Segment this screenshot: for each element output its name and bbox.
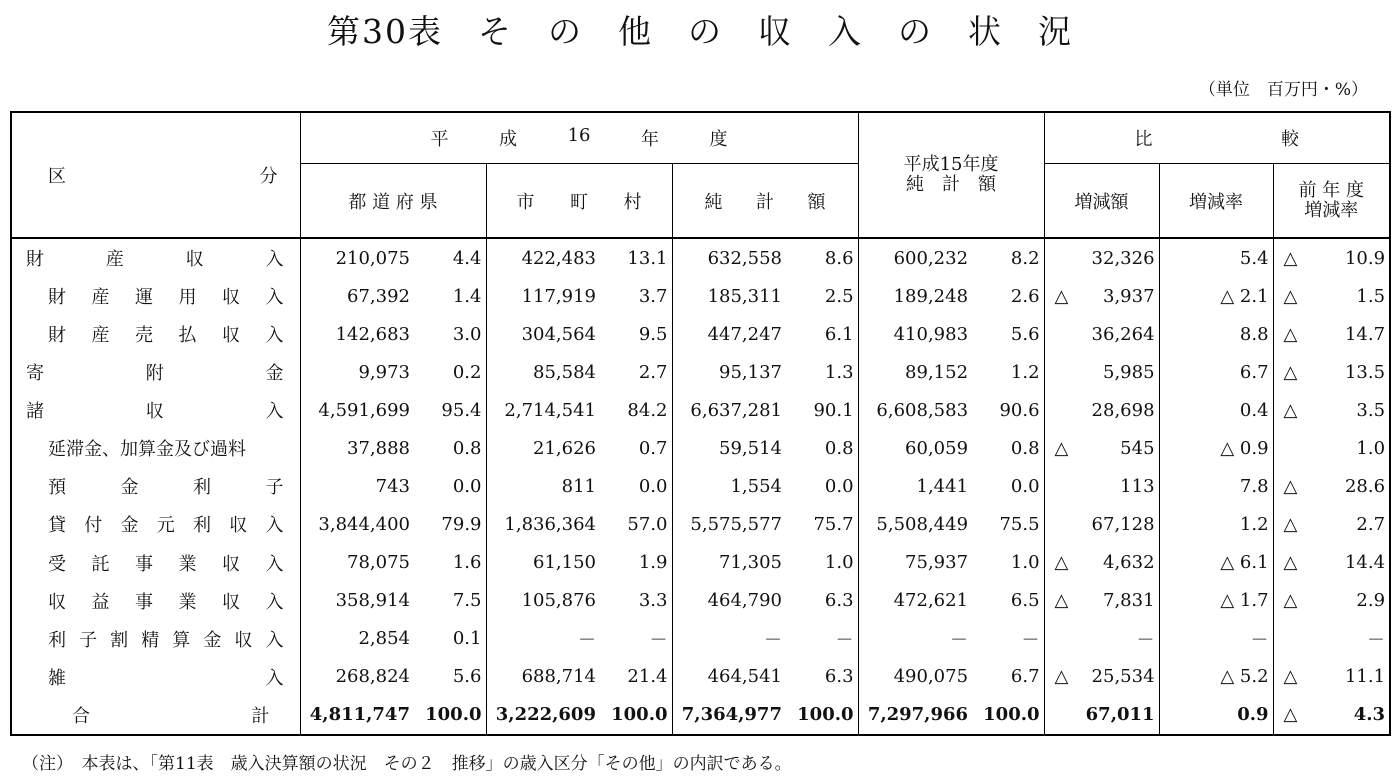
triangle-mark: △	[1054, 552, 1069, 574]
row-label	[11, 353, 300, 391]
cell-value: 1.5	[1356, 285, 1386, 307]
h15-header: 平成15年度 純 計 額	[858, 112, 1044, 238]
row-label	[11, 315, 300, 353]
row-label-char: 付	[84, 515, 103, 537]
table-row	[11, 658, 1390, 696]
row-label-char: 受	[48, 553, 66, 575]
triangle-mark: △	[1283, 513, 1298, 535]
table-cell: 75.5	[999, 513, 1040, 535]
table-cell: 464,790	[672, 582, 786, 620]
triangle-mark: △	[1283, 704, 1298, 726]
table-cell: 57.0	[627, 513, 668, 535]
row-label-char: 産	[91, 325, 110, 347]
table-cell: 210,075	[300, 238, 414, 277]
row-label	[11, 429, 300, 467]
table-cell: 2,714,541	[486, 391, 600, 429]
triangle-mark: △	[1283, 552, 1298, 574]
unit-label: （単位 百万円・%）	[1198, 80, 1368, 100]
table-cell: 4,591,699	[300, 391, 414, 429]
net-total-header: 純 計 額	[672, 164, 858, 239]
table-cell: 464,541	[672, 658, 786, 696]
row-label-char: 金	[120, 515, 139, 537]
triangle-mark: △	[1054, 666, 1069, 688]
row-label-char: 利	[193, 515, 211, 537]
table-cell: 185,311	[672, 277, 786, 315]
row-label-char: 延滞金、加算金及び過料	[48, 439, 246, 461]
row-label	[11, 505, 300, 543]
table-cell: 6,637,281	[672, 391, 786, 429]
table-cell: 2.5	[824, 285, 854, 307]
table-cell: －	[672, 620, 786, 658]
table-cell: 9,973	[300, 353, 414, 391]
table-cell	[1273, 658, 1390, 696]
cell-value: 11.1	[1344, 666, 1386, 688]
table-cell: 0.2	[452, 361, 482, 383]
change-rate-header: 増減率	[1159, 164, 1273, 239]
row-label-char: 入	[265, 287, 284, 309]
table-cell: 5.6	[1010, 323, 1040, 345]
row-label-char: 事	[135, 591, 153, 613]
cell-value: 2.7	[1356, 513, 1386, 535]
table-row	[11, 544, 1390, 582]
page-title: 第30表 そ の 他 の 収 入 の 状 況	[327, 12, 1073, 51]
triangle-mark: △	[1283, 590, 1298, 612]
change-amount-header: 増減額	[1044, 164, 1159, 239]
table-cell: 75,937	[858, 544, 972, 582]
table-cell: 7,364,977	[672, 696, 786, 735]
row-label-char: 貸	[48, 515, 66, 537]
prefecture-header: 都 道 府 県	[300, 164, 486, 239]
table-cell: 6.3	[824, 590, 854, 612]
table-cell: 78,075	[300, 544, 414, 582]
table-cell: 100.0	[983, 704, 1040, 726]
table-cell: 100.0	[425, 704, 482, 726]
table-cell	[1273, 582, 1390, 620]
row-label-char: 収	[222, 325, 240, 347]
table-row	[11, 353, 1390, 391]
row-label-char: 金	[120, 477, 139, 499]
table-cell: 0.8	[1010, 437, 1040, 459]
table-cell: 6.5	[1010, 590, 1040, 612]
row-label-char: 子	[265, 477, 284, 499]
table-cell: 37,888	[300, 429, 414, 467]
triangle-mark: △	[1283, 247, 1298, 269]
row-label	[11, 238, 300, 277]
row-label-char: 収	[145, 401, 164, 423]
row-label-char: 財	[48, 287, 66, 309]
table-cell: 422,483	[486, 238, 600, 277]
table-cell: 4,811,747	[300, 696, 414, 735]
table-cell: 60,059	[858, 429, 972, 467]
table-cell	[1273, 467, 1390, 505]
cell-value: 14.4	[1344, 552, 1386, 574]
table-cell	[1273, 544, 1390, 582]
row-label-char: 雑	[48, 667, 66, 689]
municipal-header: 市 町 村	[486, 164, 672, 239]
table-cell: －	[1021, 629, 1040, 651]
row-label-char: 用	[178, 287, 197, 309]
table-cell: 79.9	[441, 513, 482, 535]
table-cell: 4.4	[452, 247, 482, 269]
table-cell: －	[649, 629, 668, 651]
triangle-mark: △	[1283, 399, 1298, 421]
prev-rate-header: 前 年 度 増減率	[1273, 164, 1390, 239]
table-cell	[1273, 391, 1390, 429]
cell-value: 13.5	[1344, 361, 1386, 383]
table-cell: 95.4	[441, 399, 482, 421]
table-cell: 71,305	[672, 544, 786, 582]
table-cell: －	[835, 629, 854, 651]
row-label	[11, 696, 300, 735]
table-cell	[1273, 315, 1390, 353]
table-cell: 1.6	[452, 552, 482, 574]
table-cell: 688,714	[486, 658, 600, 696]
row-label	[11, 467, 300, 505]
triangle-mark: △	[1054, 437, 1069, 459]
table-cell: 5,575,577	[672, 505, 786, 543]
row-label-char: 利	[48, 629, 66, 651]
table-cell: 21.4	[627, 666, 668, 688]
table-cell: 1.2	[1159, 505, 1273, 543]
table-body	[11, 238, 1390, 735]
row-label	[11, 391, 300, 429]
table-cell: 21,626	[486, 429, 600, 467]
row-label-char: 入	[265, 515, 284, 537]
table-cell: 0.0	[452, 475, 482, 497]
table-cell: 2.7	[638, 361, 668, 383]
row-label	[11, 277, 300, 315]
table-cell: 89,152	[858, 353, 972, 391]
table-cell: 0.9	[1159, 696, 1273, 735]
table-cell: 5.4	[1159, 238, 1273, 277]
row-label-char: 託	[91, 553, 110, 575]
row-label-char: 収	[185, 249, 204, 271]
row-label-char: 入	[265, 553, 284, 575]
table-cell: △ 5.2	[1159, 658, 1273, 696]
row-label-char: 元	[156, 515, 175, 537]
row-label-char: 収	[222, 591, 240, 613]
row-label-char: 入	[265, 591, 284, 613]
table-cell: 6.7	[1159, 353, 1273, 391]
table-cell: 1,836,364	[486, 505, 600, 543]
table-cell: －	[1044, 620, 1159, 658]
table-cell: 743	[300, 467, 414, 505]
table-cell: 61,150	[486, 544, 600, 582]
table-cell: △ 0.9	[1159, 429, 1273, 467]
row-label-char: 収	[234, 629, 253, 651]
table-cell: 5,508,449	[858, 505, 972, 543]
table-cell: 5.6	[452, 666, 482, 688]
table-cell	[1273, 238, 1390, 277]
triangle-mark: △	[1054, 590, 1069, 612]
table-cell	[1273, 353, 1390, 391]
cell-value: 10.9	[1344, 247, 1386, 269]
triangle-mark: △	[1283, 285, 1298, 307]
table-cell	[1273, 696, 1390, 735]
table-cell: 1.9	[638, 552, 668, 574]
table-cell: 113	[1044, 467, 1159, 505]
table-cell	[1044, 544, 1159, 582]
row-label-char: 預	[48, 477, 66, 499]
table-cell: 59,514	[672, 429, 786, 467]
table-cell: 142,683	[300, 315, 414, 353]
row-label-char: 売	[135, 325, 153, 347]
row-label-char: 精	[141, 629, 160, 651]
table-cell: 8.2	[1010, 247, 1040, 269]
cell-value: 545	[1120, 437, 1155, 459]
row-label-char: 業	[178, 591, 197, 613]
row-label-char: 入	[265, 249, 284, 271]
row-label-char: 金	[265, 363, 284, 385]
table-cell: 100.0	[611, 704, 668, 726]
table-row	[11, 429, 1390, 467]
table-cell: 95,137	[672, 353, 786, 391]
table-cell: 600,232	[858, 238, 972, 277]
table-row	[11, 467, 1390, 505]
row-label	[11, 582, 300, 620]
row-label	[11, 544, 300, 582]
table-cell: 1.0	[1010, 552, 1040, 574]
table-cell: 472,621	[858, 582, 972, 620]
row-label-char: 産	[105, 249, 124, 271]
cell-value: 14.7	[1344, 323, 1386, 345]
table-cell: 85,584	[486, 353, 600, 391]
table-cell: 13.1	[627, 247, 668, 269]
table-cell: －	[858, 620, 972, 658]
table-cell: －	[1273, 620, 1390, 658]
footnote: （注） 本表は、「第11表 歳入決算額の状況 その２ 推移」の歳入区分「その他」の内訳である。	[22, 754, 792, 774]
table-cell: 3,844,400	[300, 505, 414, 543]
table-cell: 1.0	[824, 552, 854, 574]
cell-value: 28.6	[1344, 475, 1386, 497]
triangle-mark: △	[1283, 666, 1298, 688]
row-label-char: 入	[265, 401, 284, 423]
compare-header: 比 較	[1044, 112, 1390, 164]
table-cell: 100.0	[797, 704, 854, 726]
table-cell: 28,698	[1044, 391, 1159, 429]
table-cell: 3.0	[452, 323, 482, 345]
table-cell: －	[486, 620, 600, 658]
row-label-char: 諸	[26, 401, 44, 423]
revenue-table	[10, 111, 1391, 736]
table-cell: 6.1	[824, 323, 854, 345]
table-cell: 32,326	[1044, 238, 1159, 277]
table-cell	[1044, 277, 1159, 315]
table-cell: 36,264	[1044, 315, 1159, 353]
table-cell: 304,564	[486, 315, 600, 353]
table-cell: 1.3	[824, 361, 854, 383]
triangle-mark: △	[1283, 361, 1298, 383]
table-row	[11, 582, 1390, 620]
row-label-char: 算	[172, 629, 191, 651]
table-cell: 75.7	[813, 513, 854, 535]
row-label-char: 附	[145, 363, 164, 385]
row-label-char: 収	[229, 515, 248, 537]
table-cell: 7.8	[1159, 467, 1273, 505]
table-cell: 3.7	[638, 285, 668, 307]
table-cell: 9.5	[638, 323, 668, 345]
table-cell: 1.0	[1273, 429, 1390, 467]
table-cell: △ 6.1	[1159, 544, 1273, 582]
category-header: 区 分	[11, 112, 300, 238]
row-label-char: 産	[91, 287, 110, 309]
row-label-char: 業	[178, 553, 197, 575]
row-label	[11, 620, 300, 658]
table-cell: △ 2.1	[1159, 277, 1273, 315]
row-label-char: 利	[193, 477, 211, 499]
table-cell: 0.0	[824, 475, 854, 497]
table-cell: 105,876	[486, 582, 600, 620]
row-label-char: 割	[110, 629, 129, 651]
table-cell	[1044, 658, 1159, 696]
table-cell	[1273, 505, 1390, 543]
row-label-char: 合	[72, 705, 90, 727]
row-label-char: 入	[265, 667, 284, 689]
table-row	[11, 391, 1390, 429]
table-cell: 67,128	[1044, 505, 1159, 543]
table-row	[11, 696, 1390, 735]
table-cell: 189,248	[858, 277, 972, 315]
table-cell	[1044, 429, 1159, 467]
table-cell: △ 1.7	[1159, 582, 1273, 620]
row-label-char: 収	[222, 287, 240, 309]
table-cell: 0.7	[638, 437, 668, 459]
triangle-mark: △	[1283, 323, 1298, 345]
table-cell: 268,824	[300, 658, 414, 696]
table-cell: 90.1	[813, 399, 854, 421]
table-cell: 6,608,583	[858, 391, 972, 429]
table-cell: 6.3	[824, 666, 854, 688]
table-cell: 632,558	[672, 238, 786, 277]
table-cell: 8.6	[824, 247, 854, 269]
cell-value: 7,831	[1103, 590, 1155, 612]
table-cell: 117,919	[486, 277, 600, 315]
h16-header: 平 成 16 年 度	[300, 112, 858, 164]
table-cell: 1.2	[1010, 361, 1040, 383]
triangle-mark: △	[1283, 475, 1298, 497]
row-label-char: 収	[222, 553, 240, 575]
table-cell: 5,985	[1044, 353, 1159, 391]
table-cell: 0.0	[638, 475, 668, 497]
row-label-char: 入	[265, 629, 284, 651]
table-cell: 1,554	[672, 467, 786, 505]
table-row	[11, 505, 1390, 543]
row-label	[11, 658, 300, 696]
row-label-char: 財	[48, 325, 66, 347]
cell-value: 4.3	[1353, 704, 1386, 726]
table-cell: 67,011	[1044, 696, 1159, 735]
table-row	[11, 620, 1390, 658]
table-cell: 2.6	[1010, 285, 1040, 307]
table-cell: 1,441	[858, 467, 972, 505]
row-label-char: 払	[178, 325, 197, 347]
table-cell: 90.6	[999, 399, 1040, 421]
table-cell	[1273, 277, 1390, 315]
table-cell: 3.3	[638, 590, 668, 612]
table-cell: 490,075	[858, 658, 972, 696]
triangle-mark: △	[1054, 285, 1069, 307]
table-cell: 0.4	[1159, 391, 1273, 429]
table-cell: 67,392	[300, 277, 414, 315]
table-cell: 0.0	[1010, 475, 1040, 497]
table-row	[11, 277, 1390, 315]
row-label-char: 計	[251, 705, 270, 727]
table-cell: 410,983	[858, 315, 972, 353]
row-label-char: 財	[26, 249, 44, 271]
row-label-char: 収	[48, 591, 66, 613]
table-header	[11, 112, 1390, 238]
table-cell: 1.4	[452, 285, 482, 307]
table-row	[11, 315, 1390, 353]
table-cell: 0.1	[452, 628, 482, 650]
table-cell: 811	[486, 467, 600, 505]
table-cell: 6.7	[1010, 666, 1040, 688]
table-cell: 0.8	[452, 437, 482, 459]
row-label-char: 金	[203, 629, 222, 651]
cell-value: 2.9	[1356, 590, 1386, 612]
table-row	[11, 238, 1390, 277]
row-label-char: 益	[91, 591, 110, 613]
table-cell: 358,914	[300, 582, 414, 620]
table-cell: 447,247	[672, 315, 786, 353]
cell-value: 3,937	[1103, 285, 1155, 307]
table-cell: 84.2	[627, 399, 668, 421]
row-label-char: 寄	[26, 363, 44, 385]
table-cell: 8.8	[1159, 315, 1273, 353]
row-label-char: 運	[135, 287, 153, 309]
cell-value: 4,632	[1103, 552, 1155, 574]
table-cell: －	[1159, 620, 1273, 658]
table-cell: 7.5	[452, 590, 482, 612]
cell-value: 25,534	[1091, 666, 1155, 688]
table-cell: 2,854	[300, 620, 414, 658]
row-label-char: 子	[79, 629, 98, 651]
table-cell	[1044, 582, 1159, 620]
row-label-char: 事	[135, 553, 153, 575]
table-cell: 3,222,609	[486, 696, 600, 735]
table-cell: 0.8	[824, 437, 854, 459]
table-cell: 7,297,966	[858, 696, 972, 735]
row-label-char: 入	[265, 325, 284, 347]
cell-value: 3.5	[1356, 399, 1386, 421]
